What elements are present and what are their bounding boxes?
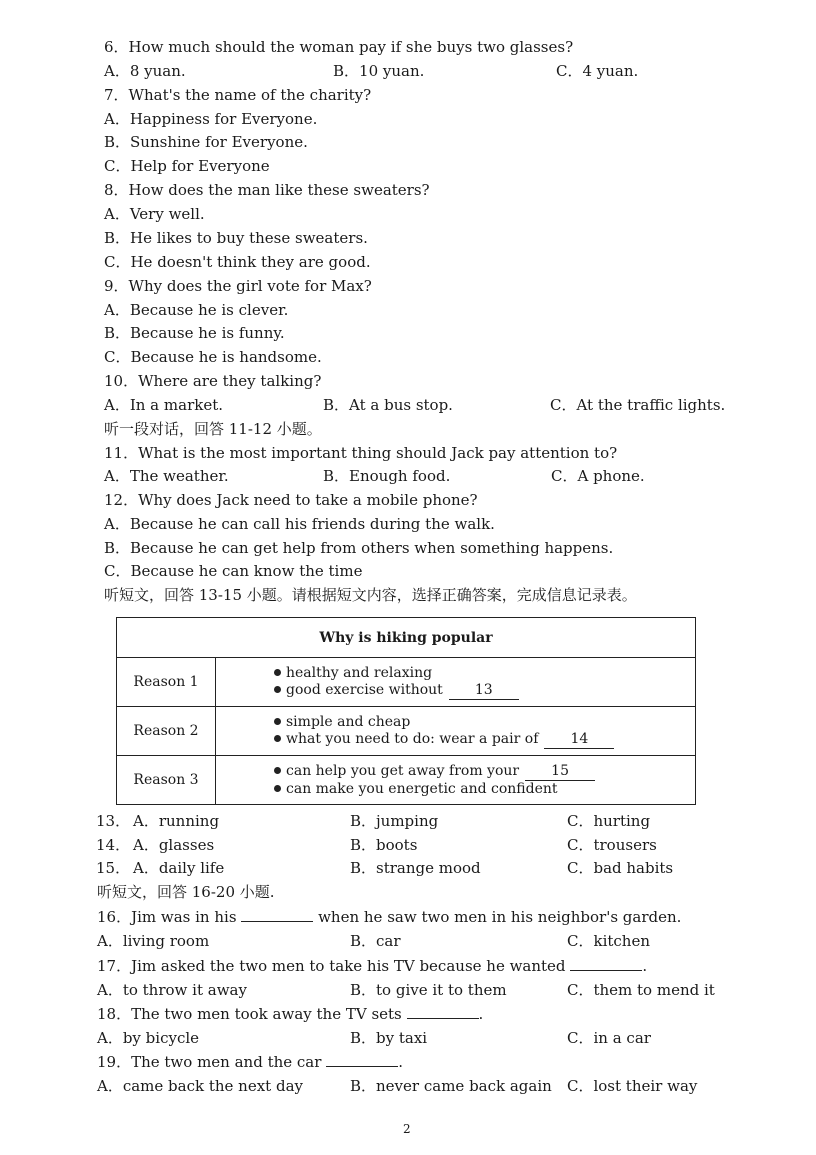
- reason-point: can make you energetic and confident: [286, 780, 558, 797]
- q12-option-a: A．Because he can call his friends during the walk.: [104, 515, 495, 533]
- q13-option-b: B．jumping: [350, 812, 439, 830]
- q8-option-b: B．He likes to buy these sweaters.: [104, 229, 368, 247]
- table-title: Why is hiking popular: [117, 618, 696, 658]
- answer-blank: [241, 907, 313, 922]
- q19-option-c: C．lost their way: [567, 1077, 698, 1095]
- question-10: 10．Where are they talking?: [104, 372, 322, 390]
- q19-option-b: B．never came back again: [350, 1077, 552, 1095]
- bullet-icon: [274, 686, 281, 693]
- reason-point: good exercise without: [286, 681, 443, 698]
- q15-number: 15．: [96, 859, 131, 877]
- question-17: 17．Jim asked the two men to take his TV because he wanted .: [97, 957, 648, 975]
- q17-option-a: A．to throw it away: [97, 981, 247, 999]
- bullet-icon: [274, 785, 281, 792]
- reason-label: Reason 2: [117, 707, 216, 756]
- reason-point: what you need to do: wear a pair of: [286, 730, 539, 747]
- q18-option-a: A．by bicycle: [97, 1029, 200, 1047]
- q7-option-b: B．Sunshine for Everyone.: [104, 133, 308, 151]
- q11-option-c: C．A phone.: [551, 467, 645, 485]
- reason-label: Reason 3: [117, 756, 216, 805]
- q12-option-c: C．Because he can know the time: [104, 562, 363, 580]
- q16-option-b: B．car: [350, 932, 401, 950]
- bullet-icon: [274, 718, 281, 725]
- section-instruction-13-15: 听短文，回答 13-15 小题。请根据短文内容，选择正确答案，完成信息记录表。: [104, 586, 637, 604]
- reason-point: can help you get away from your: [286, 762, 520, 779]
- bullet-icon: [274, 669, 281, 676]
- q6-option-c: C．4 yuan.: [556, 62, 639, 80]
- q18-option-c: C．in a car: [567, 1029, 651, 1047]
- question-8: 8．How does the man like these sweaters?: [104, 181, 430, 199]
- q9-option-c: C．Because he is handsome.: [104, 348, 322, 366]
- q10-option-b: B．At a bus stop.: [323, 396, 453, 414]
- hiking-info-table: [116, 617, 696, 805]
- section-instruction-16-20: 听短文，回答 16-20 小题.: [97, 883, 275, 901]
- q17-option-c: C．them to mend it: [567, 981, 715, 999]
- section-instruction-11-12: 听一段对话，回答 11-12 小题。: [104, 420, 322, 438]
- page-number: 2: [403, 1122, 411, 1136]
- question-16: 16．Jim was in his when he saw two men in his neighbor's garden.: [97, 908, 682, 926]
- q17-option-b: B．to give it to them: [350, 981, 507, 999]
- answer-blank-15: 15: [525, 763, 595, 781]
- q19-option-a: A．came back the next day: [97, 1077, 303, 1095]
- q6-option-a: A．8 yuan.: [104, 62, 186, 80]
- reason-label: Reason 1: [117, 658, 216, 707]
- question-11: 11．What is the most important thing should Jack pay attention to?: [104, 444, 618, 462]
- bullet-icon: [274, 735, 281, 742]
- q13-number: 13．: [96, 812, 131, 830]
- answer-blank: [570, 956, 642, 971]
- reason-point: simple and cheap: [286, 713, 411, 730]
- answer-blank-13: 13: [449, 682, 519, 700]
- table-row: [117, 707, 696, 756]
- question-12: 12．Why does Jack need to take a mobile phone?: [104, 491, 478, 509]
- q9-option-b: B．Because he is funny.: [104, 324, 285, 342]
- q15-option-c: C．bad habits: [567, 859, 674, 877]
- q18-option-b: B．by taxi: [350, 1029, 428, 1047]
- table-row: [117, 658, 696, 707]
- q12-option-b: B．Because he can get help from others when something happens.: [104, 539, 614, 557]
- question-18: 18．The two men took away the TV sets .: [97, 1005, 484, 1023]
- q14-option-c: C．trousers: [567, 836, 657, 854]
- answer-blank-14: 14: [544, 731, 614, 749]
- question-7: 7．What's the name of the charity?: [104, 86, 372, 104]
- answer-blank: [326, 1052, 398, 1067]
- q7-option-c: C．Help for Everyone: [104, 157, 270, 175]
- q11-option-b: B．Enough food.: [323, 467, 451, 485]
- reason-point: healthy and relaxing: [286, 664, 433, 681]
- q8-option-a: A．Very well.: [104, 205, 205, 223]
- question-9: 9．Why does the girl vote for Max?: [104, 277, 372, 295]
- q15-option-a: A．daily life: [133, 859, 225, 877]
- question-19: 19．The two men and the car .: [97, 1053, 403, 1071]
- q14-option-b: B．boots: [350, 836, 418, 854]
- q14-number: 14．: [96, 836, 131, 854]
- q16-option-a: A．living room: [97, 932, 210, 950]
- table-row: [117, 756, 696, 805]
- q13-option-c: C．hurting: [567, 812, 651, 830]
- question-6: 6．How much should the woman pay if she buys two glasses?: [104, 38, 574, 56]
- q13-option-a: A．running: [133, 812, 220, 830]
- q6-option-b: B．10 yuan.: [333, 62, 425, 80]
- q15-option-b: B．strange mood: [350, 859, 481, 877]
- q8-option-c: C．He doesn't think they are good.: [104, 253, 371, 271]
- q11-option-a: A．The weather.: [104, 467, 229, 485]
- answer-blank: [407, 1004, 479, 1019]
- q7-option-a: A．Happiness for Everyone.: [104, 110, 318, 128]
- q10-option-a: A．In a market.: [104, 396, 223, 414]
- q14-option-a: A．glasses: [133, 836, 215, 854]
- q9-option-a: A．Because he is clever.: [104, 301, 289, 319]
- q10-option-c: C．At the traffic lights.: [550, 396, 726, 414]
- q16-option-c: C．kitchen: [567, 932, 650, 950]
- bullet-icon: [274, 767, 281, 774]
